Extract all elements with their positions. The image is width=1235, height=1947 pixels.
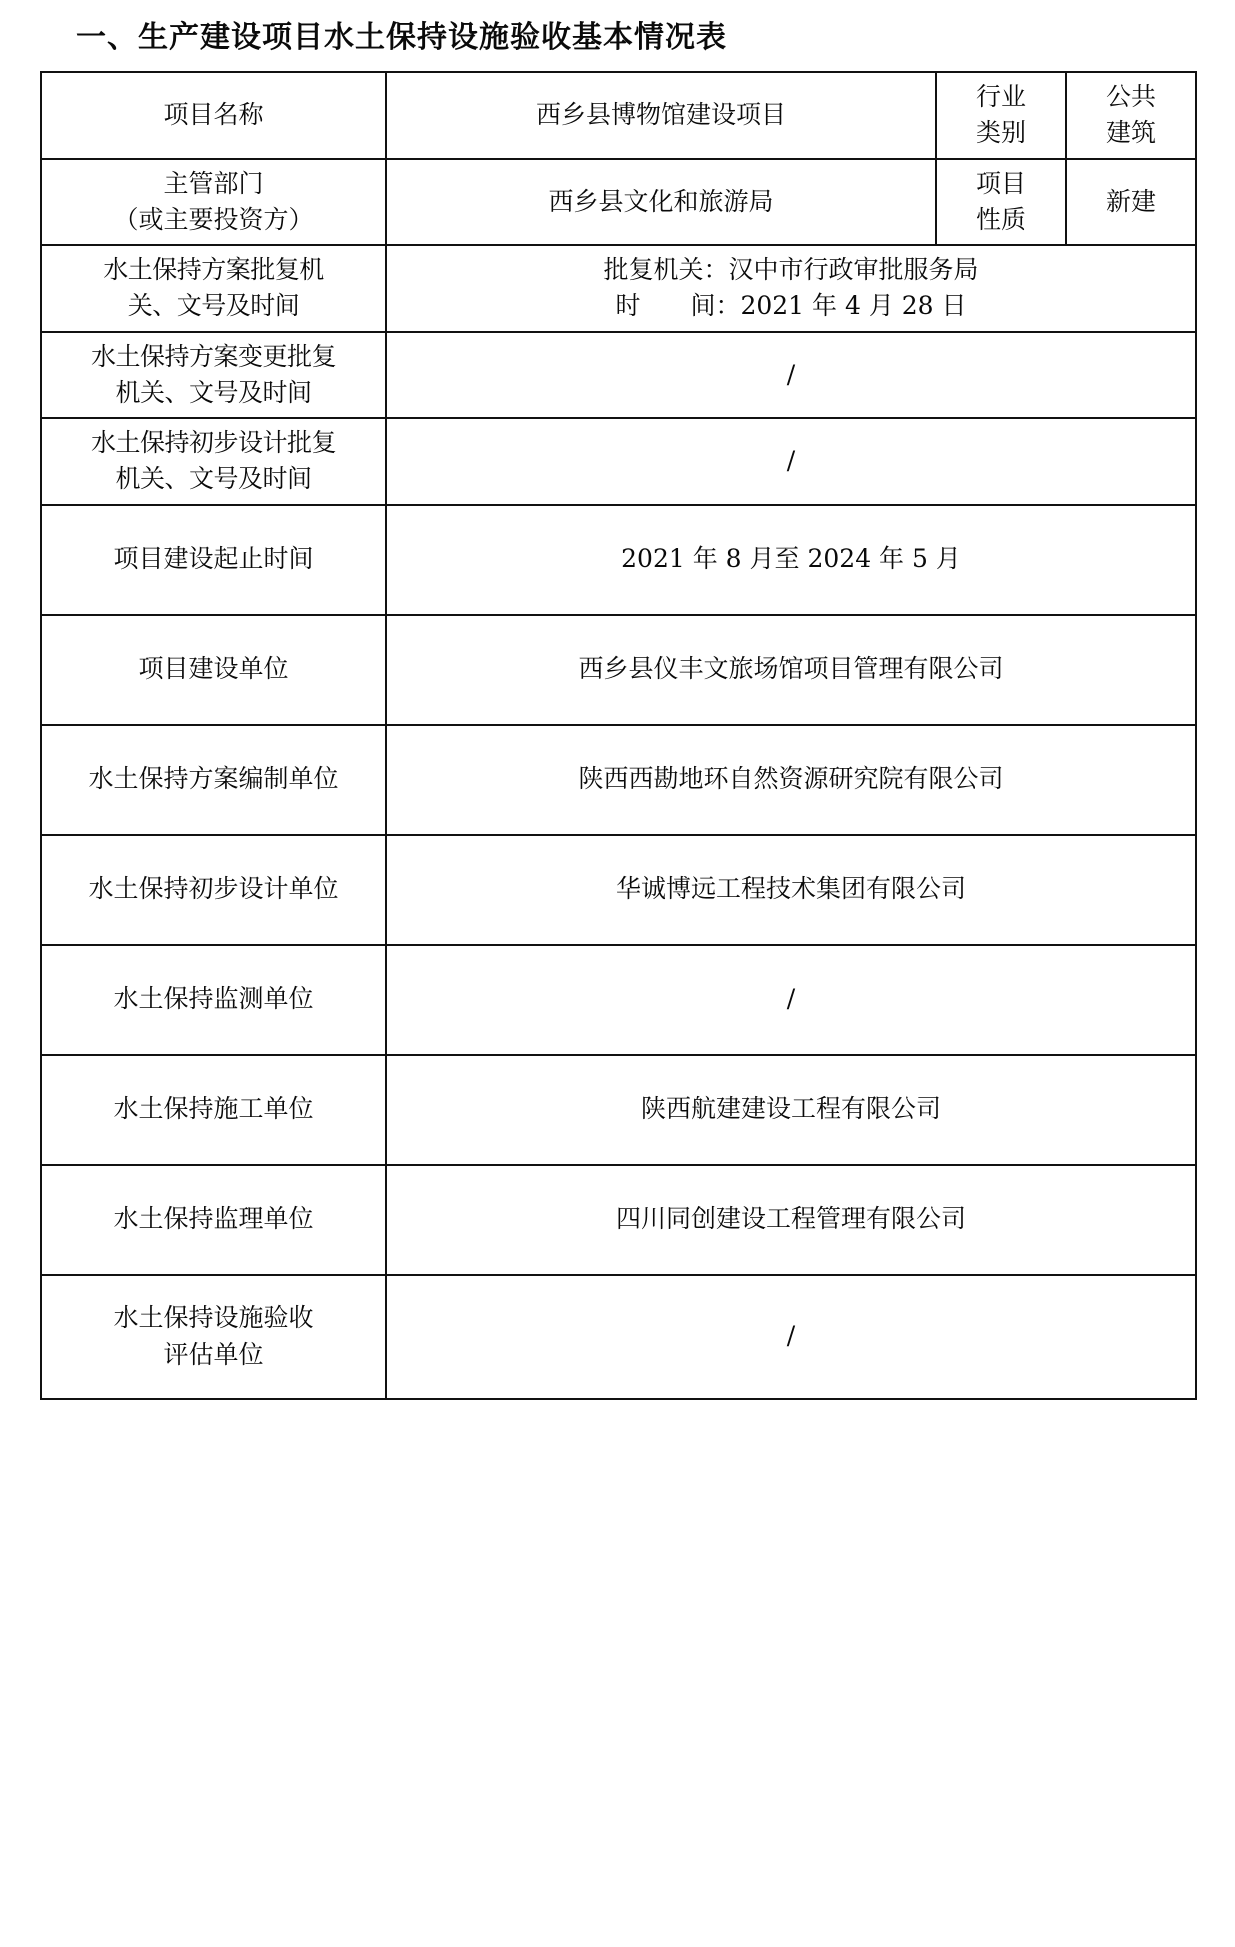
row-label-industry-type <box>936 72 1066 159</box>
industry-value-line1: 公共 <box>1105 82 1156 111</box>
row-value-project-name: 西乡县博物馆建设项目 <box>386 72 936 159</box>
plan-change-label-line2: 机关、文号及时间 <box>115 377 312 407</box>
row-value-authority: 西乡县文化和旅游局 <box>386 159 936 246</box>
plan-approval-label-line1: 水土保持方案批复机 <box>103 255 324 284</box>
row-value-plan-preparation-unit: 陕西西勘地环自然资源研究院有限公司 <box>386 725 1196 835</box>
basic-situation-table <box>40 71 1197 1400</box>
row-label-monitoring-unit: 水土保持监测单位 <box>41 945 386 1055</box>
table-row <box>41 72 1196 159</box>
authority-label-line2: （或主要投资方） <box>113 204 314 234</box>
row-value-construction-contractor: 陕西航建建设工程有限公司 <box>386 1055 1196 1165</box>
table-row <box>41 1165 1196 1275</box>
row-label-prelim-design-unit: 水土保持初步设计单位 <box>41 835 386 945</box>
row-label-plan-change-approval <box>41 332 386 419</box>
row-value-prelim-design-unit: 华诚博远工程技术集团有限公司 <box>386 835 1196 945</box>
row-value-plan-change-approval: / <box>386 332 1196 419</box>
table-row <box>41 332 1196 419</box>
plan-approval-organ: 批复机关：汉中市行政审批服务局 <box>603 255 979 284</box>
industry-value-line2: 建筑 <box>1105 118 1156 148</box>
table-row <box>41 418 1196 505</box>
row-value-acceptance-evaluation-unit: / <box>386 1275 1196 1399</box>
table-row <box>41 835 1196 945</box>
acceptance-eval-label-line1: 水土保持设施验收 <box>113 1303 314 1333</box>
table-row <box>41 615 1196 725</box>
row-label-authority <box>41 159 386 246</box>
table-row <box>41 1055 1196 1165</box>
acceptance-eval-label-line2: 评估单位 <box>163 1339 264 1369</box>
table-row <box>41 159 1196 246</box>
row-label-plan-preparation-unit: 水土保持方案编制单位 <box>41 725 386 835</box>
row-label-施工-unit: 水土保持施工单位 <box>41 1055 386 1165</box>
row-value-industry-type <box>1066 72 1196 159</box>
prelim-design-label-line1: 水土保持初步设计批复 <box>90 428 336 457</box>
row-value-supervision-unit: 四川同创建设工程管理有限公司 <box>386 1165 1196 1275</box>
authority-label-line1: 主管部门 <box>163 168 264 198</box>
row-label-construction-period: 项目建设起止时间 <box>41 505 386 615</box>
row-value-plan-approval <box>386 245 1196 332</box>
row-label-supervision-unit: 水土保持监理单位 <box>41 1165 386 1275</box>
row-value-construction-period: 2021 年 8 月至 2024 年 5 月 <box>386 505 1196 615</box>
row-label-plan-approval <box>41 245 386 332</box>
row-label-prelim-design-approval <box>41 418 386 505</box>
table-row <box>41 245 1196 332</box>
table-row <box>41 725 1196 835</box>
row-label-acceptance-evaluation-unit <box>41 1275 386 1399</box>
industry-type-line1: 行业 <box>975 82 1026 111</box>
prelim-design-label-line2: 机关、文号及时间 <box>115 464 312 494</box>
table-row <box>41 945 1196 1055</box>
plan-approval-label-line2: 关、文号及时间 <box>127 291 300 321</box>
table-row <box>41 505 1196 615</box>
row-label-construction-unit: 项目建设单位 <box>41 615 386 725</box>
row-label-project-nature <box>936 159 1066 246</box>
row-value-prelim-design-approval: / <box>386 418 1196 505</box>
table-row <box>41 1275 1196 1399</box>
project-nature-line2: 性质 <box>975 204 1026 234</box>
plan-change-label-line1: 水土保持方案变更批复 <box>90 341 336 371</box>
project-nature-line1: 项目 <box>975 168 1026 198</box>
row-label-project-name: 项目名称 <box>41 72 386 159</box>
row-value-project-nature: 新建 <box>1066 159 1196 246</box>
page-title: 一、生产建设项目水土保持设施验收基本情况表 <box>76 20 727 55</box>
row-value-construction-unit: 西乡县仪丰文旅场馆项目管理有限公司 <box>386 615 1196 725</box>
plan-approval-date: 时 间：2021 年 4 月 28 日 <box>615 291 967 321</box>
row-value-monitoring-unit: / <box>386 945 1196 1055</box>
industry-type-line2: 类别 <box>975 118 1026 148</box>
